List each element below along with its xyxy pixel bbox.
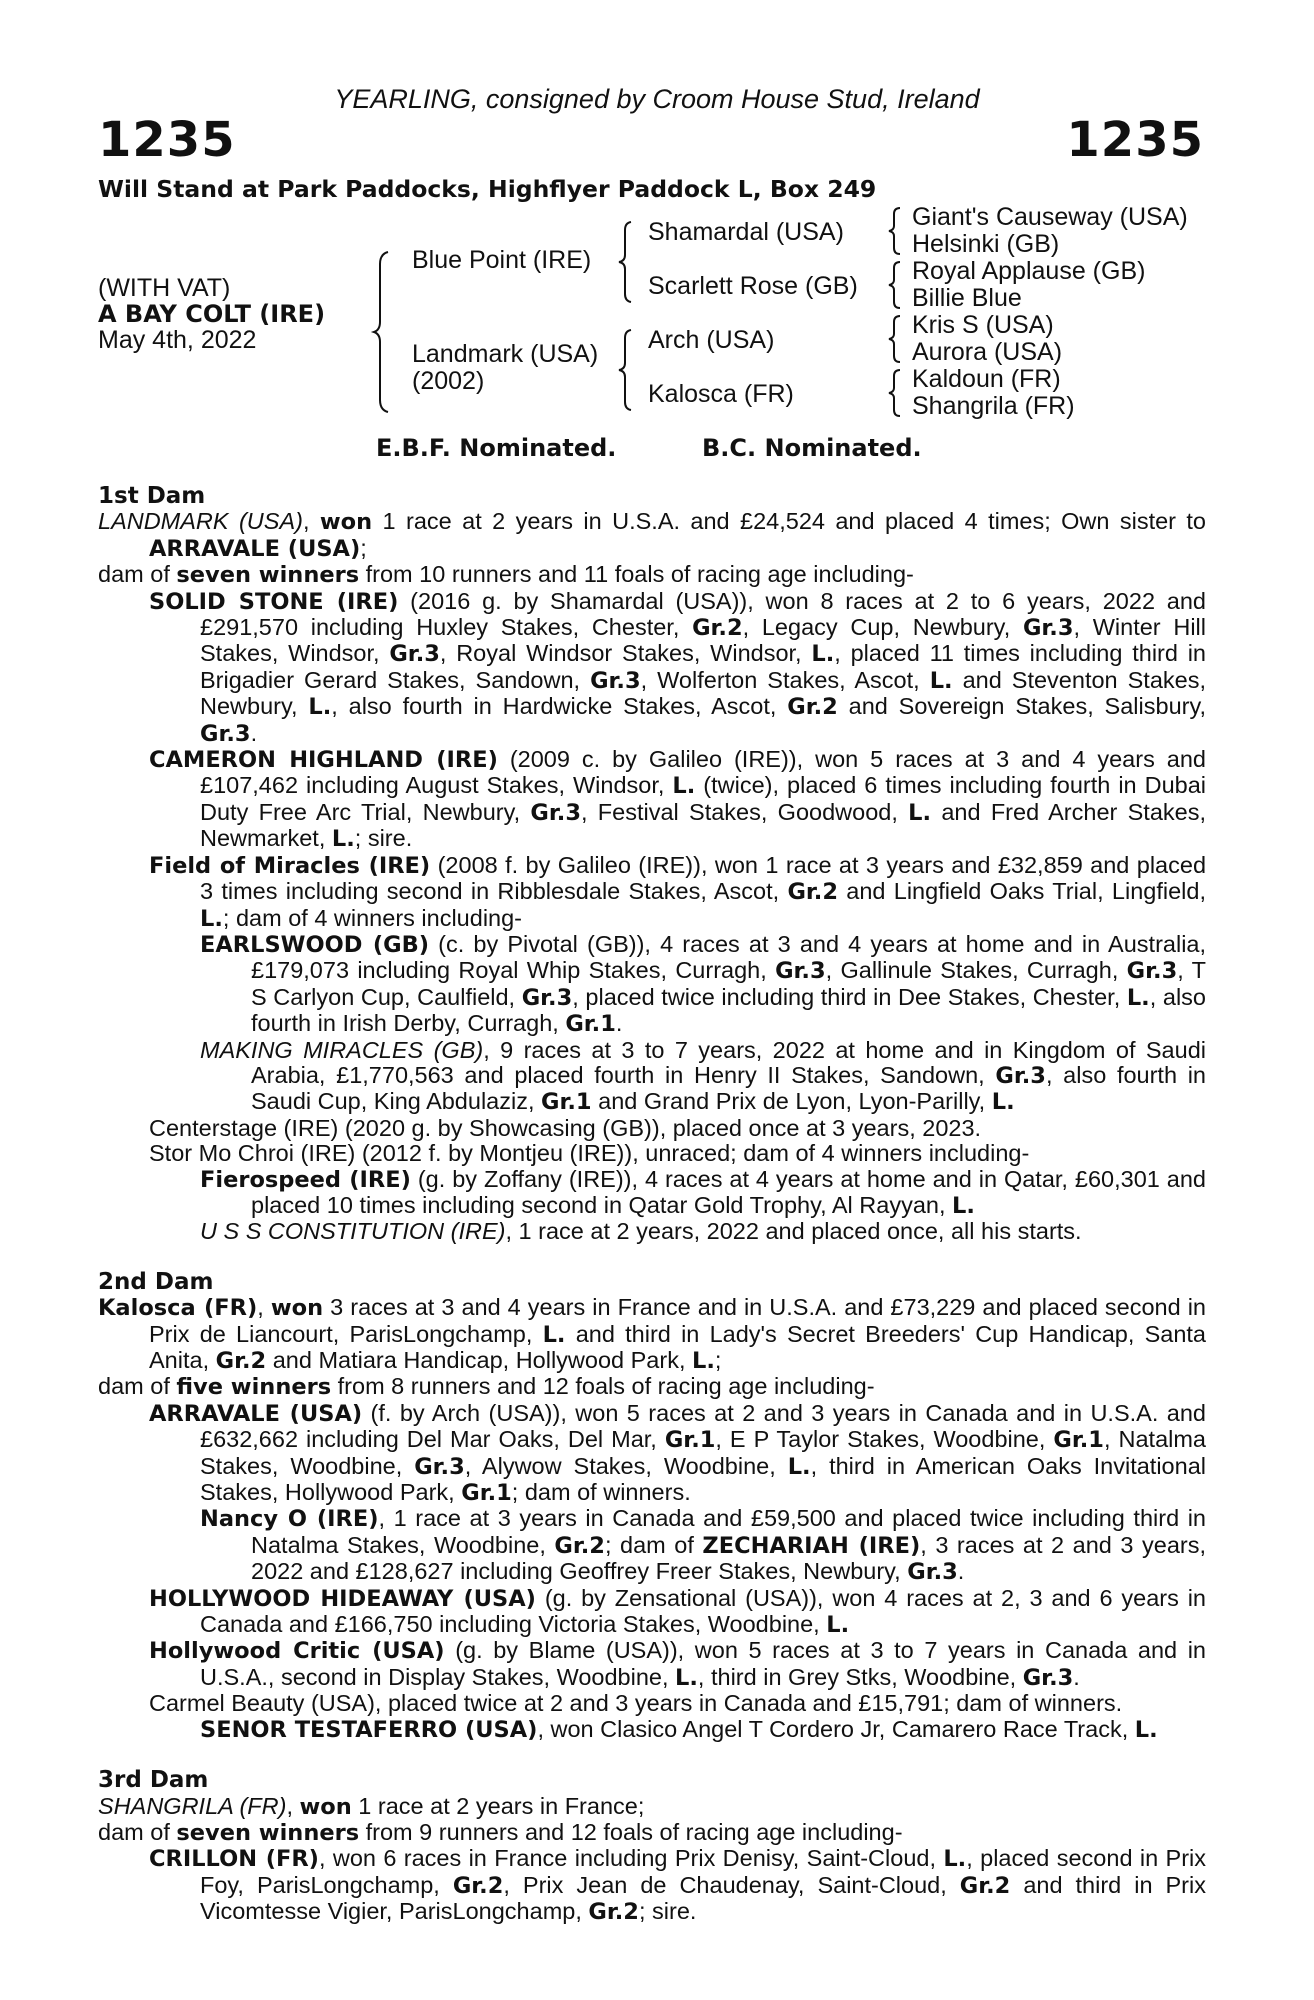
text-run: and Matiara Handicap, Hollywood Park,	[266, 1347, 693, 1373]
bold-text: L.	[331, 826, 355, 853]
bold-text: Gr.3	[521, 984, 573, 1011]
bold-text: Gr.1	[664, 1427, 716, 1454]
text-run: and Grand Prix de Lyon, Lyon-Parilly,	[591, 1088, 992, 1115]
ebf-nomination: E.B.F. Nominated.	[376, 434, 617, 462]
text-run: .	[957, 1558, 965, 1585]
pedigree-entry	[98, 1717, 1206, 1743]
brace-dam	[616, 328, 636, 412]
brace-ss	[886, 206, 904, 256]
bold-text: L.	[952, 1192, 975, 1219]
italic-text: U S S CONSTITUTION (IRE)	[200, 1218, 506, 1245]
text-run: and Steventon Stakes, Newbury,	[200, 666, 1206, 720]
consignor-line: YEARLING, consigned by Croom House Stud, Ireland	[334, 84, 980, 114]
pedigree-entry	[98, 562, 1206, 588]
bold-text: Field of Miracles (IRE)	[149, 852, 431, 879]
bold-text: L.	[991, 1089, 1015, 1116]
text-run: ,	[286, 1792, 300, 1819]
text-run: ; dam of winners.	[511, 1479, 691, 1506]
text-run: (g. by Zensational (USA)), won 4 races at 2, 3 and 6 years in Canada and £166,750 including Victoria Stakes, Woodbine,	[200, 1584, 1206, 1638]
bold-text: L.	[811, 641, 835, 668]
dam-dam-sire: Kaldoun (FR)	[912, 365, 1061, 393]
text-run: dam of	[98, 1373, 177, 1400]
sire-sire: Shamardal (USA)	[648, 218, 844, 246]
text-run: (2008 f. by Galileo (IRE)), won 1 race at 3 years and £32,859 and placed 3 times including second in Ribblesdale Stakes, Ascot,	[200, 851, 1207, 905]
pedigree-entry	[98, 1638, 1206, 1691]
bold-text: Gr.3	[907, 1559, 958, 1586]
bold-text: SENOR TESTAFERRO (USA)	[200, 1716, 538, 1743]
text-run: and Fred Archer Stakes, Newmarket,	[200, 798, 1206, 852]
section-gap	[98, 1245, 1206, 1270]
bold-text: CAMERON HIGHLAND (IRE)	[149, 747, 498, 774]
dam-dam-dam: Shangrila (FR)	[912, 392, 1075, 420]
bold-text: L.	[929, 667, 953, 694]
pedigree-entry	[98, 589, 1206, 747]
lot-number-left: 1235	[98, 112, 236, 168]
text-run: (g. by Zoffany (IRE)), 4 races at 4 years at home and in Qatar, £60,301 and placed 10 times including second in Qatar Gold Trophy, Al Rayyan,	[251, 1165, 1206, 1218]
text-run: and third in Lady's Secret Breeders' Cup Handicap, Santa Anita,	[149, 1320, 1206, 1373]
bold-text: Gr.3	[1022, 1664, 1074, 1691]
text-run: , won 6 races in France including Prix Denisy, Saint-Cloud,	[318, 1845, 944, 1872]
text-run: and Lingfield Oaks Trial, Lingfield,	[838, 878, 1206, 905]
text-run: , third in Grey Stks, Woodbine,	[697, 1663, 1023, 1690]
dam-sire: Arch (USA)	[648, 326, 775, 354]
text-run: , Winter Hill Stakes, Windsor,	[200, 614, 1206, 667]
section-heading: 2nd Dam	[98, 1268, 214, 1295]
bold-text: SOLID STONE (IRE)	[149, 588, 399, 615]
bold-text: Gr.2	[787, 879, 838, 906]
lot-number-right: 1235	[1066, 112, 1204, 168]
text-run: dam of	[98, 561, 177, 588]
produce-record	[98, 484, 1206, 1926]
text-run: , Wolferton Stakes, Ascot,	[640, 666, 930, 693]
bold-text: Hollywood Critic (USA)	[149, 1638, 445, 1665]
bold-text: L.	[908, 799, 932, 826]
pedigree-entry	[98, 1794, 1206, 1820]
bold-text: ZECHARIAH (IRE)	[702, 1532, 921, 1559]
bold-text: L.	[943, 1846, 967, 1873]
text-run: , placed second in Prix Foy, ParisLongchamp,	[200, 1845, 1206, 1898]
text-run: from 9 runners and 12 foals of racing age including-	[359, 1818, 903, 1845]
bold-text: CRILLON (FR)	[149, 1846, 319, 1873]
bold-text: seven winners	[176, 1819, 360, 1846]
bold-text: L.	[692, 1348, 715, 1374]
italic-text: SHANGRILA (FR)	[98, 1792, 287, 1819]
pedigree-entry	[98, 1167, 1206, 1220]
text-run: , also fourth in Hardwicke Stakes, Ascot,	[331, 693, 788, 720]
pedigree-entry	[98, 853, 1206, 932]
text-run: from 10 runners and 11 foals of racing age including-	[359, 561, 914, 588]
bold-text: Gr.2	[692, 615, 743, 642]
text-run: (2009 c. by Galileo (IRE)), won 5 races at 3 and 4 years and £107,462 including August Stakes, Windsor,	[200, 746, 1206, 799]
italic-text: MAKING MIRACLES (GB)	[200, 1036, 484, 1063]
pedigree-entry	[98, 1401, 1206, 1507]
bold-text: five winners	[176, 1374, 332, 1401]
text-run: , Alywow Stakes, Woodbine,	[464, 1452, 788, 1479]
text-run: , Legacy Cup, Newbury,	[742, 614, 1023, 641]
pedigree-entry	[98, 1141, 1206, 1166]
text-run: , 1 race at 3 years in Canada and £59,500 and placed twice including third in Natalma Stakes, Woodbine,	[251, 1505, 1206, 1558]
bold-text: Fierospeed (IRE)	[200, 1166, 411, 1193]
text-run: , Gallinule Stakes, Curragh,	[825, 957, 1127, 984]
pedigree-entry	[98, 1038, 1206, 1116]
bold-text: won	[319, 509, 373, 536]
dam-sire-dam: Aurora (USA)	[912, 338, 1063, 366]
bc-nomination: B.C. Nominated.	[702, 434, 922, 462]
pedigree-entry	[98, 1506, 1206, 1585]
text-run: (f. by Arch (USA)), won 5 races at 2 and 3 years in Canada and in U.S.A. and £632,662 including Del Mar Oaks, Del Mar,	[200, 1399, 1206, 1453]
text-run: , also fourth in Irish Derby, Curragh,	[251, 983, 1206, 1037]
bold-text: ARRAVALE (USA)	[149, 535, 361, 562]
sire-dam: Scarlett Rose (GB)	[648, 272, 858, 300]
text-run: ; dam of 4 winners including-	[222, 904, 523, 931]
dam-dam: Kalosca (FR)	[648, 380, 794, 408]
sire-name: Blue Point (IRE)	[412, 246, 592, 274]
bold-text: Gr.1	[1053, 1427, 1104, 1454]
text-run: ; sire.	[354, 825, 413, 852]
pedigree-entry	[98, 1374, 1206, 1400]
stabling-location: Will Stand at Park Paddocks, Highflyer Paddock L, Box 249	[98, 175, 877, 203]
foaling-date: May 4th, 2022	[98, 326, 257, 354]
brace-main	[370, 250, 394, 414]
text-run: and third in Prix Vicomtesse Vigier, ParisLongchamp,	[200, 1871, 1206, 1925]
pedigree-entry	[98, 1219, 1206, 1244]
brace-sire	[616, 220, 636, 304]
bold-text: Gr.3	[1022, 615, 1074, 642]
text-run: , also fourth in Saudi Cup, King Abdulaziz,	[251, 1061, 1207, 1115]
text-run: ,	[302, 508, 320, 535]
bold-text: Gr.1	[541, 1089, 592, 1116]
text-run: .	[250, 719, 258, 746]
text-run: 3 races at 3 and 4 years in France and in U.S.A. and £73,229 and placed second in Prix de Liancourt, ParisLongchamp,	[149, 1294, 1206, 1347]
text-run: .	[615, 1010, 623, 1037]
text-run: (2016 g. by Shamardal (USA)), won 8 races at 2 to 6 years, 2022 and £291,570 including Huxley Stakes, Chester,	[200, 587, 1207, 641]
bold-text: Gr.2	[554, 1532, 605, 1559]
text-run: , E P Taylor Stakes, Woodbine,	[715, 1426, 1054, 1453]
bold-text: Gr.2	[452, 1872, 504, 1899]
pedigree-entry	[98, 1586, 1206, 1639]
bold-text: EARLSWOOD (GB)	[200, 931, 430, 958]
pedigree-entry	[98, 1691, 1206, 1716]
bold-text: L.	[1126, 984, 1150, 1011]
brace-dd	[886, 368, 904, 418]
text-run: Stor Mo Chroi (IRE) (2012 f. by Montjeu (IRE)), unraced; dam of 4 winners including-	[149, 1140, 1030, 1167]
text-run: ;	[360, 534, 367, 561]
text-run: , won Clasico Angel T Cordero Jr, Camarero Race Track,	[537, 1715, 1135, 1742]
text-run: Centerstage (IRE) (2020 g. by Showcasing (GB)), placed once at 3 years, 2023.	[149, 1114, 982, 1141]
sire-sire-sire: Giant's Causeway (USA)	[912, 203, 1188, 231]
bold-text: Gr.2	[787, 694, 838, 721]
text-run: dam of	[98, 1818, 177, 1845]
text-run: , placed twice including third in Dee Stakes, Chester,	[572, 983, 1127, 1010]
pedigree-entry	[98, 1846, 1206, 1925]
pedigree-entry	[98, 1820, 1206, 1846]
text-run: ;	[714, 1347, 722, 1373]
text-run: , T S Carlyon Cup, Caulfield,	[251, 957, 1207, 1010]
bold-text: Gr.2	[215, 1348, 267, 1374]
bold-text: Gr.3	[995, 1062, 1046, 1089]
dam-sire-sire: Kris S (USA)	[912, 311, 1054, 339]
bold-text: L.	[787, 1453, 811, 1480]
pedigree-entry	[98, 1295, 1206, 1374]
text-run: ,	[257, 1294, 271, 1321]
bold-text: Gr.3	[389, 641, 440, 668]
bold-text: L.	[308, 694, 332, 721]
bold-text: L.	[675, 1664, 698, 1691]
section-gap	[98, 1743, 1206, 1768]
text-run: , 1 race at 2 years, 2022 and placed once, all his starts.	[505, 1218, 1082, 1245]
bold-text: Gr.3	[1126, 958, 1178, 985]
text-run: Carmel Beauty (USA), placed twice at 2 and 3 years in Canada and £15,791; dam of winners.	[149, 1690, 1123, 1717]
bold-text: L.	[200, 905, 223, 932]
bold-text: HOLLYWOOD HIDEAWAY (USA)	[149, 1585, 536, 1612]
bold-text: L.	[826, 1612, 850, 1639]
text-run: .	[1073, 1663, 1080, 1690]
text-run: , Natalma Stakes, Woodbine,	[200, 1426, 1207, 1479]
bold-text: Gr.3	[775, 958, 826, 985]
text-run: 1 race at 2 years in U.S.A. and £24,524 and placed 4 times; Own sister to	[372, 508, 1206, 535]
text-run: , Prix Jean de Chaudenay, Saint-Cloud,	[503, 1871, 960, 1898]
bold-text: Gr.2	[588, 1899, 639, 1926]
bold-text: Gr.2	[959, 1872, 1011, 1899]
text-run: (c. by Pivotal (GB)), 4 races at 3 and 4 years at home and in Australia, £179,073 including Royal Whip Stakes, Curragh,	[251, 930, 1207, 984]
bold-text: seven winners	[176, 562, 360, 589]
bold-text: Gr.3	[530, 799, 581, 826]
pedigree-entry	[98, 932, 1206, 1038]
bold-text: Gr.1	[461, 1480, 512, 1507]
text-run: ; dam of	[604, 1531, 703, 1558]
text-run: (g. by Blame (USA)), won 5 races at 3 to 7 years in Canada and in U.S.A., second in Display Stakes, Woodbine,	[200, 1637, 1207, 1690]
bold-text: L.	[672, 773, 696, 800]
italic-text: LANDMARK (USA)	[98, 508, 303, 535]
text-run: , Royal Windsor Stakes, Windsor,	[439, 640, 812, 667]
brace-ds	[886, 314, 904, 364]
lot-name: A BAY COLT (IRE)	[98, 300, 326, 328]
pedigree-entry	[98, 509, 1206, 562]
bold-text: L.	[1134, 1716, 1158, 1743]
text-run: 1 race at 2 years in France;	[351, 1792, 645, 1819]
bold-text: Gr.3	[414, 1453, 465, 1480]
sire-dam-dam: Billie Blue	[912, 284, 1022, 312]
bold-text: Gr.3	[200, 720, 251, 747]
bold-text: won	[299, 1793, 352, 1820]
bold-text: ARRAVALE (USA)	[149, 1400, 363, 1427]
text-run: , placed 11 times including third in Brigadier Gerard Stakes, Sandown,	[200, 640, 1206, 693]
text-run: from 8 runners and 12 foals of racing age including-	[331, 1373, 875, 1400]
sire-sire-dam: Helsinki (GB)	[912, 230, 1060, 258]
pedigree-entry	[98, 1116, 1206, 1141]
pedigree-entry	[98, 747, 1206, 853]
bold-text: Gr.3	[590, 667, 641, 694]
sire-dam-sire: Royal Applause (GB)	[912, 257, 1146, 285]
bold-text: Nancy O (IRE)	[200, 1506, 379, 1533]
bold-text: Gr.1	[565, 1011, 616, 1038]
vat-note: (WITH VAT)	[98, 274, 231, 302]
text-run: , Festival Stakes, Goodwood,	[580, 798, 909, 825]
dam-name: Landmark (USA)	[412, 340, 599, 368]
bold-text: won	[270, 1295, 324, 1322]
dam-year: (2002)	[412, 367, 485, 395]
text-run: , third in American Oaks Invitational Stakes, Hollywood Park,	[200, 1452, 1206, 1506]
brace-sd	[886, 260, 904, 310]
text-run: (twice), placed 6 times including fourth in Dubai Duty Free Arc Trial, Newbury,	[200, 772, 1207, 825]
section-heading: 3rd Dam	[98, 1767, 209, 1794]
bold-text: Kalosca (FR)	[98, 1295, 258, 1322]
text-run: ; sire.	[638, 1898, 697, 1925]
text-run: , 9 races at 3 to 7 years, 2022 at home and in Kingdom of Saudi Arabia, £1,770,563 and placed fourth in Henry II Stakes, Sandown,	[251, 1036, 1206, 1088]
text-run: and Sovereign Stakes, Salisbury,	[837, 693, 1206, 720]
text-run: , 3 races at 2 and 3 years, 2022 and £128,627 including Geoffrey Freer Stakes, Newbury,	[251, 1531, 1206, 1585]
bold-text: L.	[542, 1321, 566, 1348]
section-heading: 1st Dam	[98, 483, 206, 509]
